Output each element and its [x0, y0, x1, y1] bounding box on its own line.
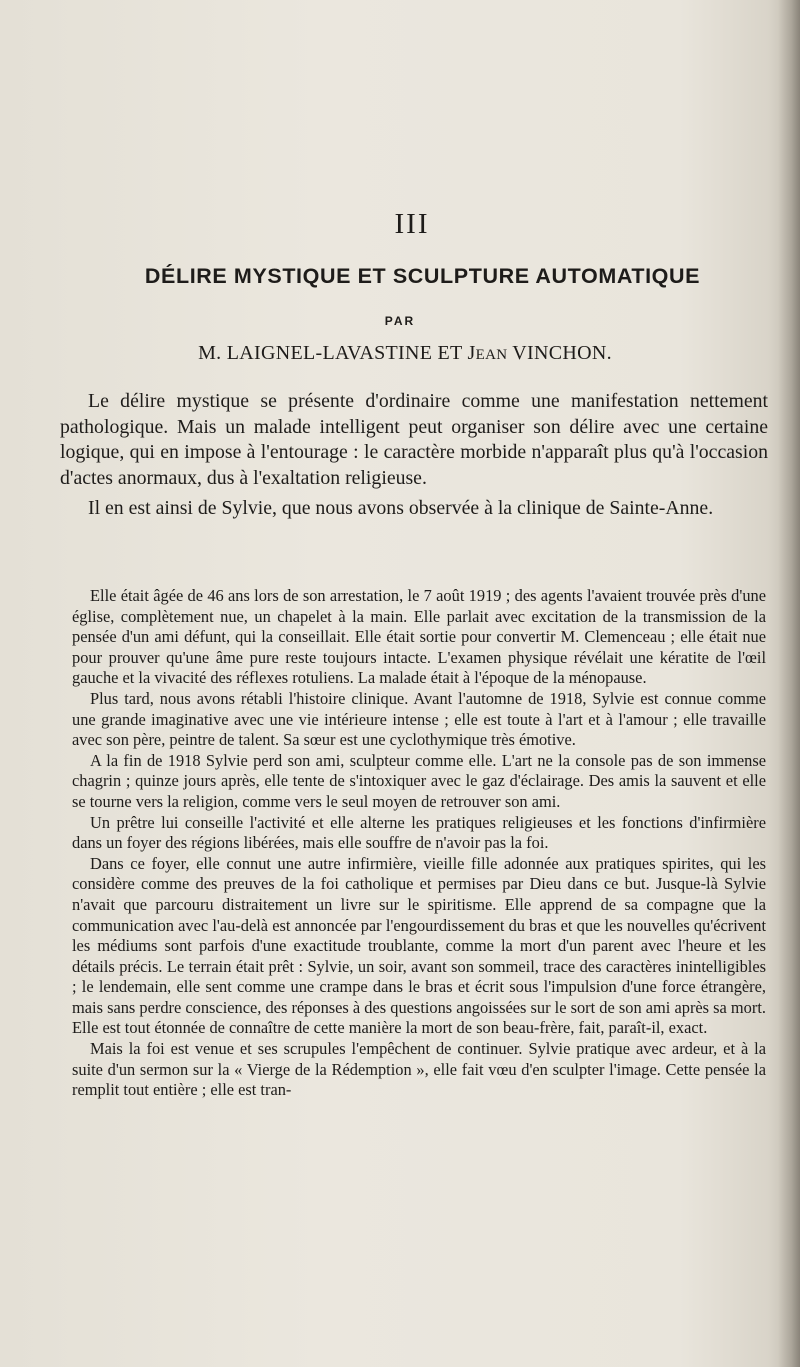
body-paragraph: A la fin de 1918 Sylvie perd son ami, sculpteur comme elle. L'art ne la console pas de son immense chagrin ; quinze jours après, elle tente de s'intoxiquer avec le gaz d'éclairage. Des amis la sauvent et elle se tourne vers la religion, comme vers le seul moyen de retrouver son ami. [72, 750, 766, 811]
chapter-number: III [394, 208, 430, 240]
authors-last: VINCHON. [507, 342, 612, 364]
by-label: PAR [384, 314, 416, 328]
page-spine-shadow [778, 0, 800, 1367]
abstract-paragraph: Il en est ainsi de Sylvie, que nous avons observée à la clinique de Sainte-Anne. [88, 496, 714, 519]
body-paragraph: Mais la foi est venue et ses scrupules l'empêchent de continuer. Sylvie pratique avec ardeur, et à la suite d'un sermon sur la « Vierge de la Rédemption », elle fait vœu d'en sculpter l'image. Cette pensée la remplit tout entière ; elle est tran- [72, 1039, 766, 1100]
author-initial-j: J [467, 342, 476, 364]
abstract [60, 389, 768, 522]
body-paragraph: Plus tard, nous avons rétabli l'histoire clinique. Avant l'automne de 1918, Sylvie est connue comme une grande imaginative avec une vie intérieure intense ; elle est toute à l'art et à l'amour ; elle travaille avec son père, peintre de talent. Sa sœur est une cyclothymique très émotive. [72, 688, 766, 750]
authors-line [60, 342, 750, 365]
body-paragraph: Elle était âgée de 46 ans lors de son arrestation, le 7 août 1919 ; des agents l'avaient trouvée près d'une église, complètement nue, un chapelet à la main. Elle parlait avec excitation de la transmission de la pensée d'un ami défunt, qui la conseillait. Elle était sortie pour convertir M. Clemenceau ; elle était nue pour prouver qu'une âme pure reste toujours intacte. L'examen physique révélait une kératite de l'œil gauche et la vivacité des réflexes rotuliens. La malade était à l'époque de la ménopause. [72, 586, 766, 688]
body-paragraph: Dans ce foyer, elle connut une autre infirmière, vieille fille adonnée aux pratiques spirites, qui les considère comme des preuves de la foi catholique et permises par Dieu dans ce but. Jusque-là Sylvie n'avait que parcouru distraitement un livre sur le spiritisme. Elle apprend de sa compagne que la communication avec l'au-delà est annoncée par l'engourdissement du bras et que les nouvelles qu'écrivent les médiums sont parfois d'une exactitude troublante, comme la mort d'un parent avec l'heure et les détails précis. Le terrain était prêt : Sylvie, un soir, avant son sommeil, trace des caractères inintelligibles ; le lendemain, elle sent comme une crampe dans le bras et écrit sous l'impulsion d'une force étrangère, mais sans perdre conscience, des réponses à des questions angoissées sur le sort de son ami après sa mort. Elle est tout étonnée de connaître de cette manière la mort de son beau-frère, fait, paraît-il, exact. [72, 853, 766, 1038]
author-smallcaps-ean: EAN [475, 347, 508, 363]
authors-first: M. LAIGNEL-LAVASTINE ET [198, 342, 468, 364]
body-paragraph: Un prêtre lui conseille l'activité et elle alterne les pratiques religieuses et les fonctions d'infirmière dans un foyer des régions libérées, mais elle souffre de n'avoir pas la foi. [72, 812, 766, 853]
chapter-title: DÉLIRE MYSTIQUE ET SCULPTURE AUTOMATIQUE [144, 264, 701, 288]
abstract-paragraph: Le délire mystique se présente d'ordinaire comme une manifestation nettement pathologique. Mais un malade intelligent peut organiser son délire avec une certaine logique, qui en impose à l'entourage : le caractère morbide n'apparaît plus qu'à l'occasion d'actes anormaux, dus à l'exaltation religieuse. [60, 390, 768, 490]
case-report [72, 586, 766, 1101]
